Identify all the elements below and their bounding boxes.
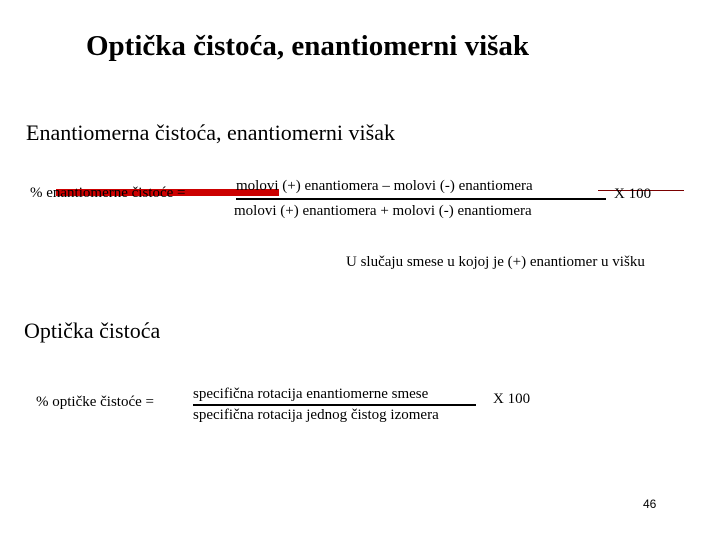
slide-title: Optička čistoća, enantiomerni višak <box>86 30 530 62</box>
enantiomeric-purity-formula-label: % enantiomerne čistoće = <box>30 185 186 201</box>
enantiomeric-purity-multiplier: X 100 <box>614 186 652 202</box>
optical-purity-numerator: specifična rotacija enantiomerne smese <box>193 386 429 402</box>
optical-purity-multiplier: X 100 <box>493 391 531 407</box>
optical-purity-fraction-line <box>193 404 476 406</box>
section-heading-enantiomeric-purity: Enantiomerna čistoća, enantiomerni višak <box>26 120 395 145</box>
enantiomeric-purity-fraction-line <box>236 198 606 200</box>
optical-purity-denominator: specifična rotacija jednog čistog izomera <box>193 407 439 423</box>
enantiomeric-purity-numerator: molovi (+) enantiomera – molovi (-) enantiomera <box>236 178 533 194</box>
excess-note: U slučaju smese u kojoj je (+) enantiomer u višku <box>346 254 645 270</box>
optical-purity-formula-label: % optičke čistoće = <box>36 394 155 410</box>
page-number: 46 <box>643 497 657 511</box>
enantiomeric-purity-denominator: molovi (+) enantiomera + molovi (-) enantiomera <box>234 203 532 219</box>
section-heading-optical-purity: Optička čistoća <box>24 318 161 343</box>
